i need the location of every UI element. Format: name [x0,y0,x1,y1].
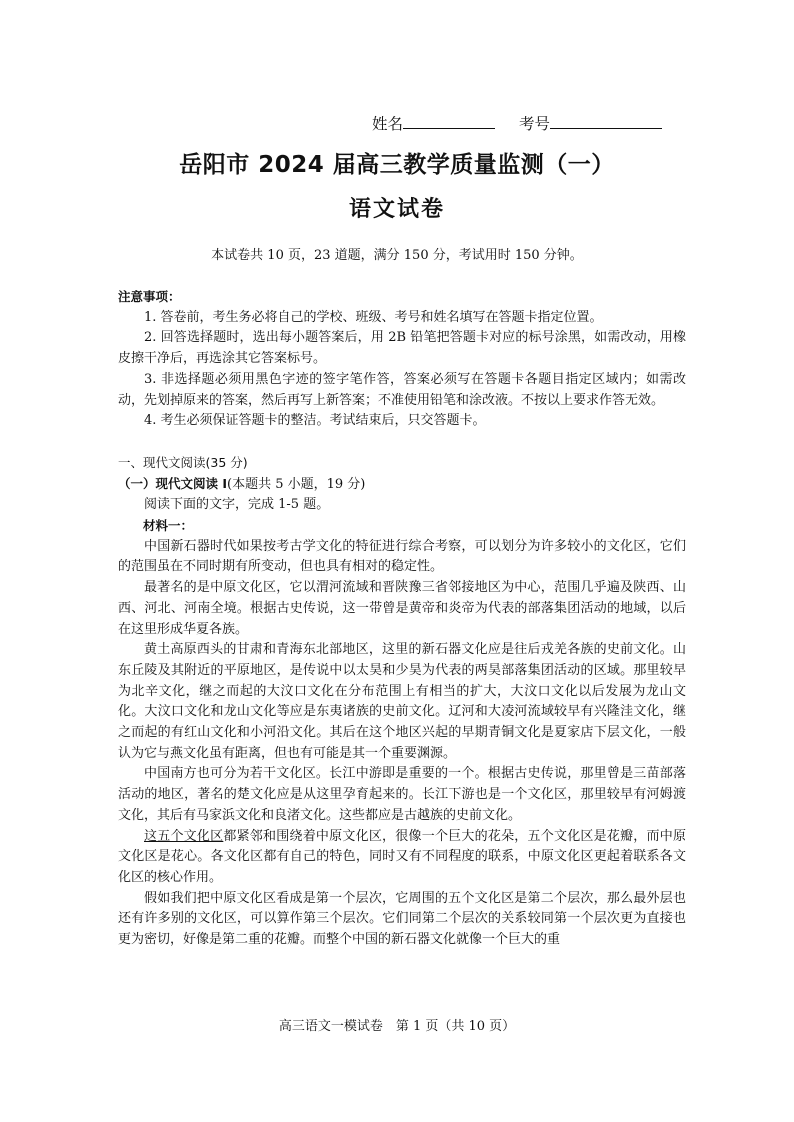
note-item: 4. 考生必须保证答题卡的整洁。考试结束后，只交答题卡。 [144,413,486,429]
reading-instruction: 阅读下面的文字，完成 1-5 题。 [144,497,330,513]
exam-title: 岳阳市 2024 届高三教学质量监测（一） [179,152,615,178]
exam-intro: 本试卷共 10 页，23 道题，满分 150 分，考试用时 150 分钟。 [211,248,583,263]
exam-body [118,287,686,951]
note-item: 1. 答卷前，考生务必将自己的学校、班级、考号和姓名填写在答题卡指定位置。 [144,309,603,325]
id-label: 考号 [519,115,551,133]
section-heading: 一、现代文阅读(35 分) [118,454,248,470]
candidate-info-line [372,112,662,134]
paragraph: 最著名的是中原文化区，它以渭河流域和晋陕豫三省邻接地区为中心，范围几乎遍及陕西、山西、河北、河南全境。根据古史传说，这一带曾是黄帝和炎帝为代表的部落集团活动的地域，以后在这里形成华夏各族。 [118,580,686,637]
name-blank[interactable] [403,114,495,129]
name-label: 姓名 [372,115,404,133]
paragraph [118,827,686,889]
notes-heading: 注意事项： [118,289,181,304]
part-heading [118,474,686,496]
paragraph: 假如我们把中原文化区看成是第一个层次，它周围的五个文化区是第二个层次，那么最外层也还有许多别的文化区，可以算作第三个层次。它们同第二个层次的关系较同第一个层次更为直接也更为密切，好像是第二重的花瓣。而整个中国的新石器文化就像一个巨大的重 [118,890,686,948]
spacer [118,432,686,453]
exam-subtitle: 语文试卷 [348,196,445,222]
paragraph-text: 都紧邻和围绕着中原文化区，很像一个巨大的花朵，五个文化区是花瓣，而中原文化区是花心。各文化区都有自己的特色，同时又有不同程度的联系，中原文化区更起着联系各文化区的核心作用。 [118,828,686,885]
note-item: 2. 回答选择题时，选出每小题答案后，用 2B 铅笔把答题卡对应的标号涂黑，如需改动，用橡皮擦干净后，再选涂其它答案标号。 [118,330,686,367]
paragraph: 中国新石器时代如果按考古学文化的特征进行综合考察，可以划分为许多较小的文化区，它们的范围虽在不同时期有所变动，但也具有相对的稳定性。 [118,538,686,575]
part-label: （一）现代文阅读 I [118,475,228,491]
underlined-phrase: 这五个文化区 [144,828,224,844]
paragraph: 黄土高原西头的甘肃和青海东北部地区，这里的新石器文化应是往后戎羌各族的史前文化。山东丘陵及其附近的平原地区，是传说中以太昊和少昊为代表的两昊部落集团活动的区域。那里较早为北辛文化，继之而起的大汶口文化在分布范围上有相当的扩大，大汶口文化以后发展为龙山文化。大汶口文化和龙山文化等应是东夷诸族的史前文化。辽河和大凌河流域较早有兴隆洼文化，继之而起的有红山文化和小河沿文化。其后在这个地区兴起的早期青铜文化是夏家店下层文化，一般认为它与燕文化虽有距离，但也有可能是其一个重要渊源。 [118,642,686,761]
paragraph: 中国南方也可分为若干文化区。长江中游即是重要的一个。根据古史传说，那里曾是三苗部落活动的地区，著名的楚文化应是从这里孕育起来的。长江下游也是一个文化区，那里较早有河姆渡文化，其后有马家浜文化和良渚文化。这些都应是古越族的史前文化。 [118,766,686,823]
material-label: 材料一： [143,518,194,534]
note-item: 3. 非选择题必须用黑色字迹的签字笔作答，答案必须写在答题卡各题目指定区域内；如需改动，先划掉原来的答案，然后再写上新答案；不准使用铅笔和涂改液。不按以上要求作答无效。 [118,371,686,408]
part-detail: (本题共 5 小题，19 分) [227,476,366,492]
id-blank[interactable] [550,114,662,129]
page-footer: 高三语文一模试卷 第 1 页（共 10 页） [278,1019,516,1034]
